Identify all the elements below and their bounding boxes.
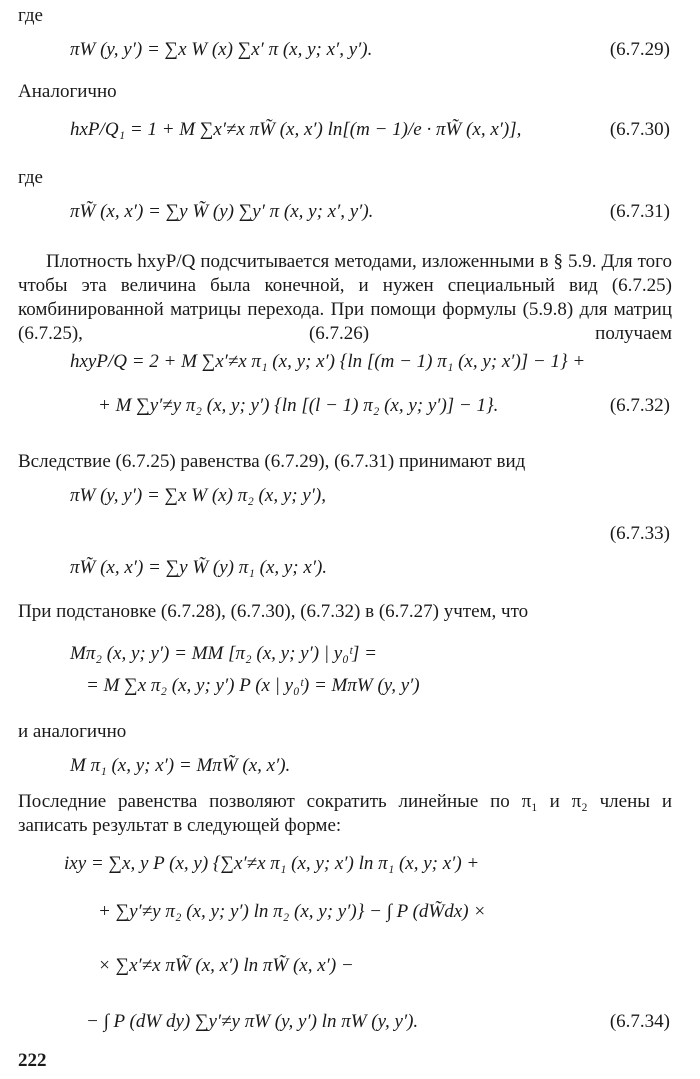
equation-number-6-7-31: (6.7.31): [609, 201, 670, 222]
page-number: 222: [18, 1050, 47, 1071]
equation-number-6-7-32: (6.7.32): [609, 395, 670, 416]
equation-6-7-32-line-2: + M ∑y′≠y π₂ (x, y; y′) {ln [(l − 1) π₂ (x, y; y′)] − 1}.: [98, 395, 499, 416]
equation-6-7-34-line-3: × ∑x′≠x πW̃ (x, x′) ln πW̃ (x, x′) −: [98, 955, 354, 976]
equation-6-7-34-line-4: − ∫ P (dW dy) ∑y′≠y πW (y, y′) ln πW (y, y′).: [86, 1011, 419, 1032]
equation-number-6-7-30: (6.7.30): [609, 119, 670, 140]
equation-6-7-33-line-2: πW̃ (x, x′) = ∑y W̃ (y) π₁ (x, y; x′).: [70, 557, 328, 578]
text-gde-1: где: [18, 5, 43, 26]
equation-6-7-34-line-1: ixy = ∑x, y P (x, y) {∑x′≠x π₁ (x, y; x′) ln π₁ (x, y; x′) +: [64, 853, 480, 874]
equation-number-6-7-29: (6.7.29): [609, 39, 670, 60]
equation-m-pi1: M π₁ (x, y; x′) = MπW̃ (x, x′).: [70, 755, 291, 776]
paragraph-poslednie: Последние равенства позволяют сократить линейные по π₁ и π₂ члены и записать результат в следующей форме:: [18, 791, 672, 836]
equation-6-7-32-line-1: hxyP/Q = 2 + M ∑x′≠x π₁ (x, y; x′) {ln [(m − 1) π₁ (x, y; x′)] − 1} +: [70, 351, 586, 372]
equation-number-6-7-33: (6.7.33): [609, 523, 670, 544]
paragraph-plotnost: Плотность hxyP/Q подсчитывается методами, изложенными в § 5.9. Для того чтобы эта величина была конечной, и нужен специальный вид (6.7.25) комбинированной матрицы перехода. При помощи формулы (5.9.8) для матриц (6.7.25), (6.7.26) получаем: [18, 251, 672, 344]
equation-6-7-34-line-2: + ∑y′≠y π₂ (x, y; y′) ln π₂ (x, y; y′)} − ∫ P (dW̃dx) ×: [98, 901, 487, 922]
equation-6-7-29: πW (y, y′) = ∑x W (x) ∑x′ π (x, y; x′, y′).: [70, 39, 373, 60]
text-i-analogichno: и аналогично: [18, 721, 127, 742]
equation-6-7-33-line-1: πW (y, y′) = ∑x W (x) π₂ (x, y; y′),: [70, 485, 326, 506]
equation-m-pi2-line-1: Mπ₂ (x, y; y′) = MM [π₂ (x, y; y′) | y₀ᵗ] =: [70, 643, 377, 664]
text-gde-2: где: [18, 167, 43, 188]
equation-m-pi2-line-2: = M ∑x π₂ (x, y; y′) P (x | y₀ᵗ) = MπW (y, y′): [86, 675, 420, 696]
equation-6-7-30: hxP/Q₁ = 1 + M ∑x′≠x πW̃ (x, x′) ln[(m − 1)/e · πW̃ (x, x′)],: [70, 119, 522, 140]
equation-number-6-7-34: (6.7.34): [609, 1011, 670, 1032]
equation-6-7-31: πW̃ (x, x′) = ∑y W̃ (y) ∑y′ π (x, y; x′, y′).: [70, 201, 374, 222]
text-analogichno: Аналогично: [18, 81, 117, 102]
text-vsledstvie: Вследствие (6.7.25) равенства (6.7.29), (6.7.31) принимают вид: [18, 451, 526, 472]
text-pri-podstanovke: При подстановке (6.7.28), (6.7.30), (6.7.32) в (6.7.27) учтем, что: [18, 601, 529, 622]
